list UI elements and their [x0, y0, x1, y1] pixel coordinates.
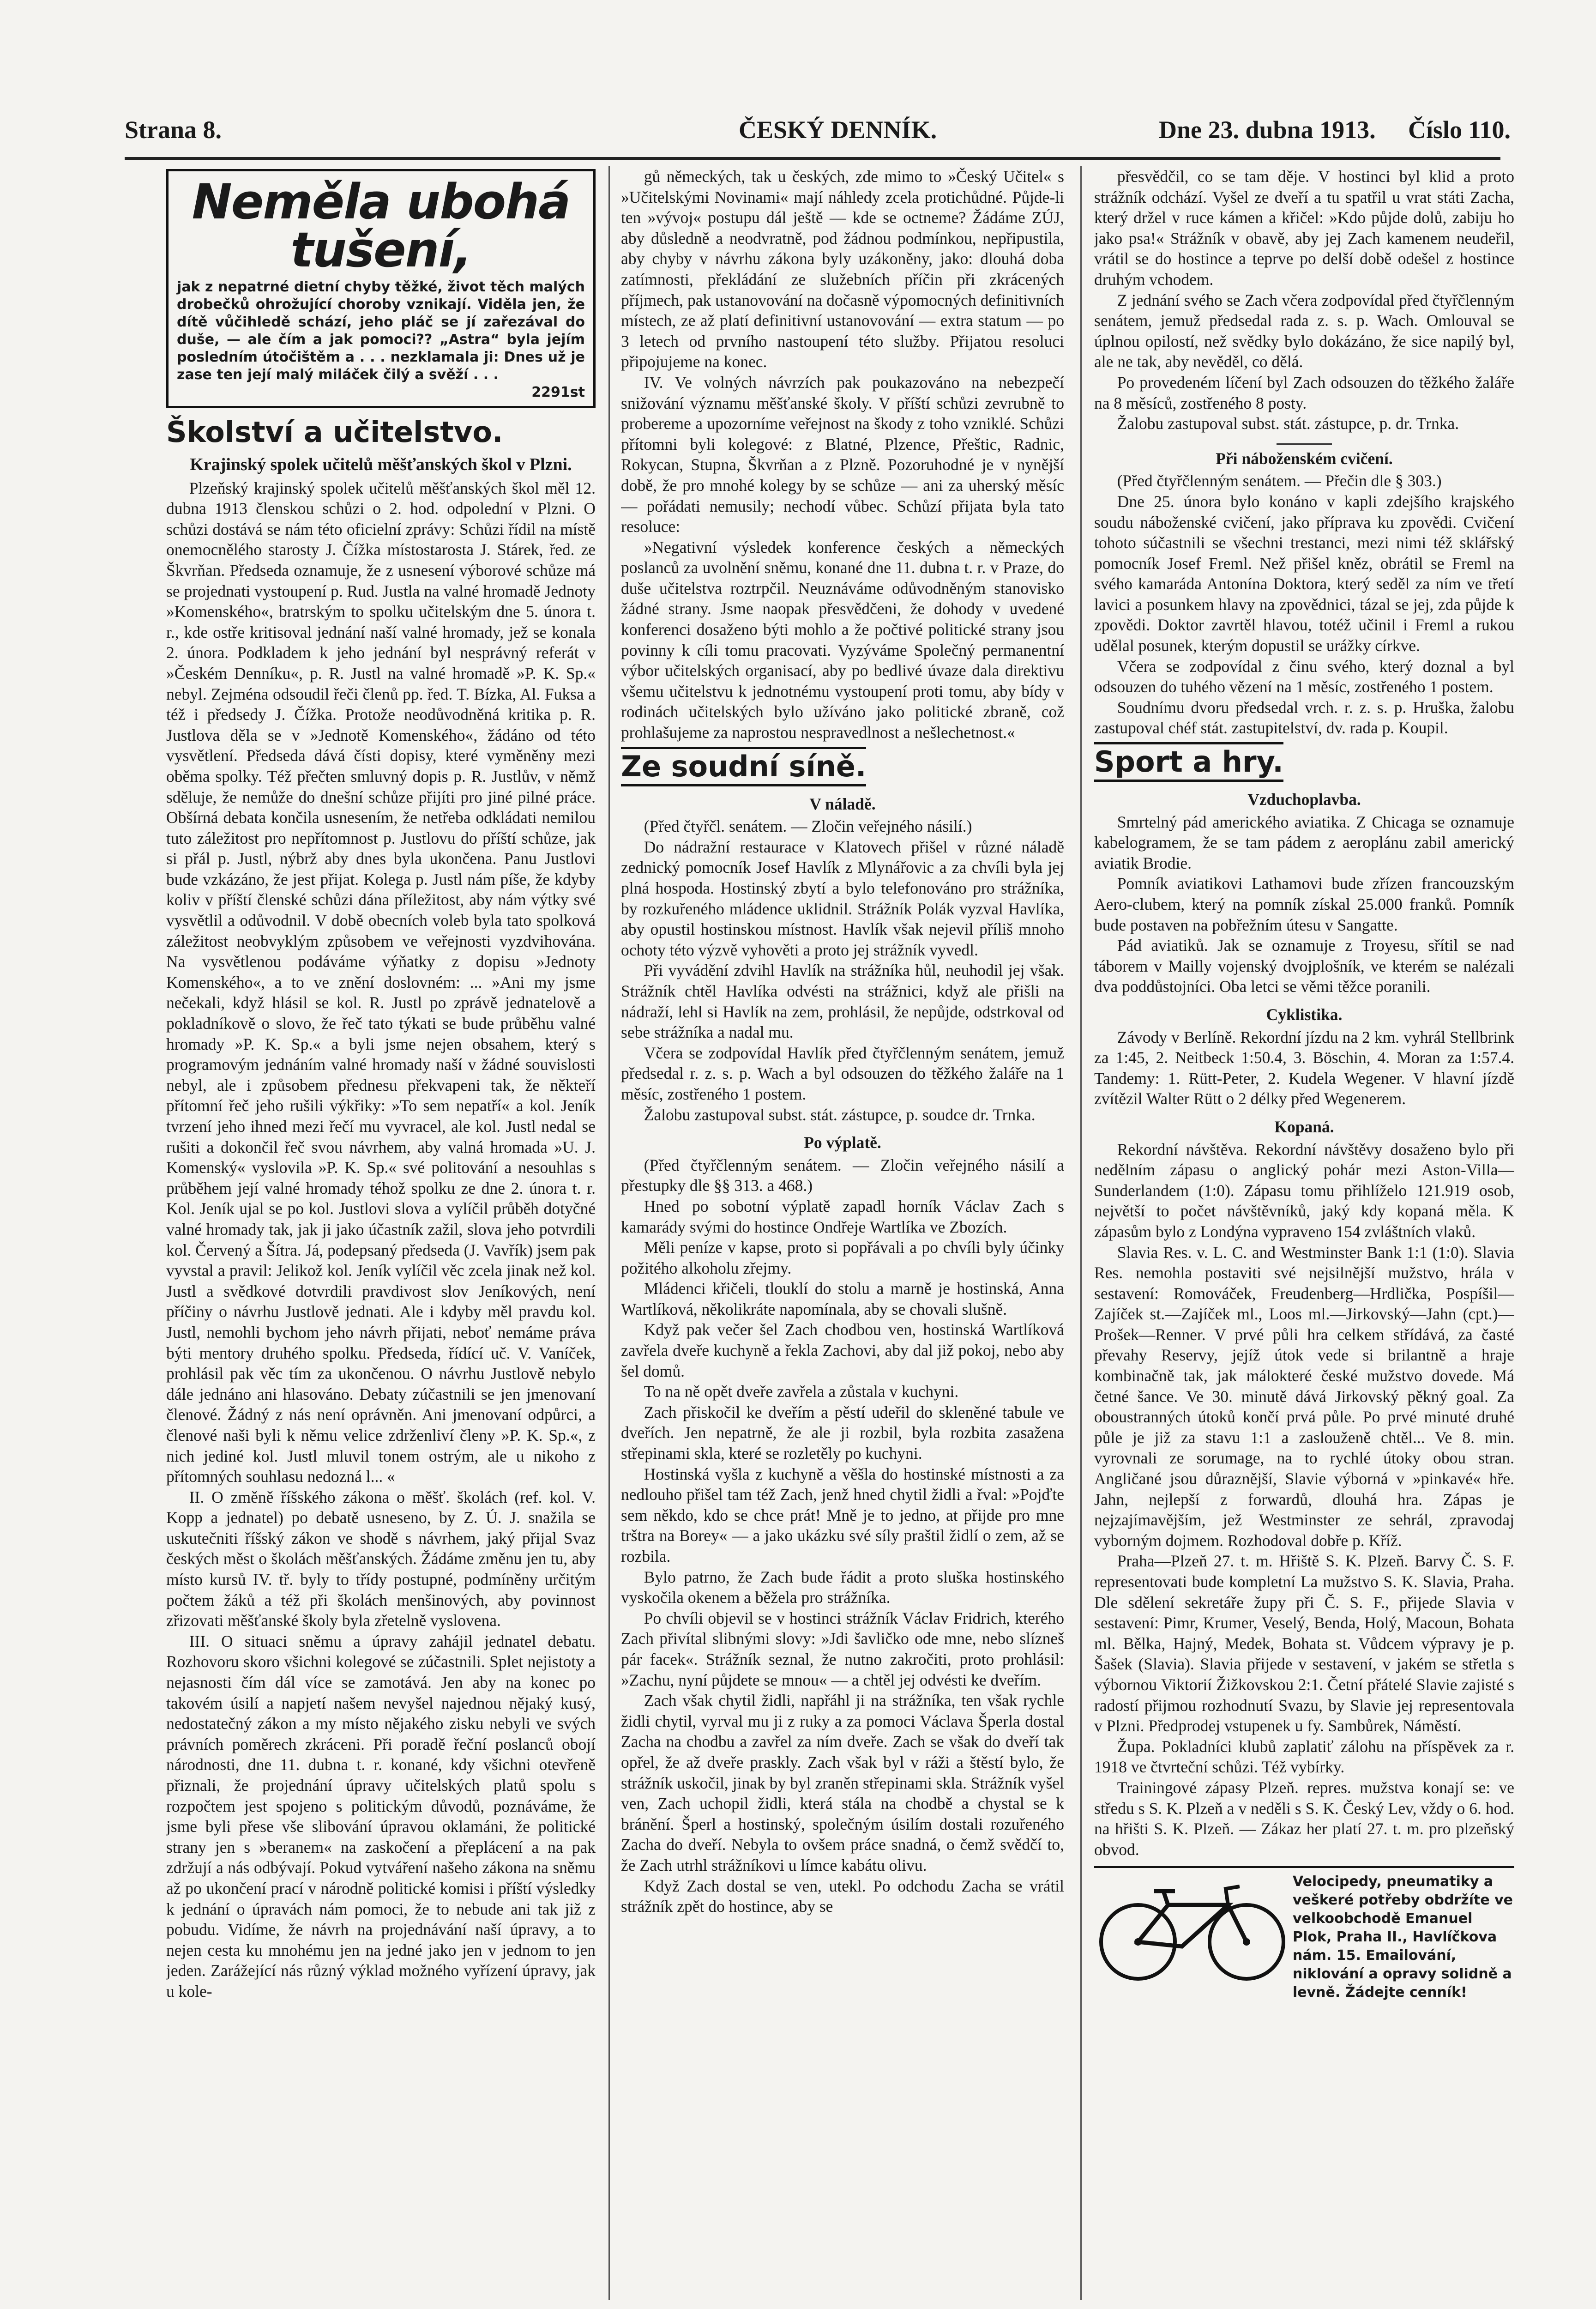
article-paragraph: Rekordní návštěva. Rekordní návštěvy dosaženo bylo při nedělním zápasu o anglický pohár mezi Aston-Villa—Sunderlandem (1:0). Zápasu tomu přihlíželo 121.919 osob, největší to počet návštěvníků, jaký kdy kopaná měla. K zápasům bylo z Londýna vypraveno 154 zvláštních vlaků.: [1094, 1140, 1514, 1241]
article-paragraph: To na ně opět dveře zavřela a zůstala v kuchyni.: [644, 1382, 959, 1401]
article-paragraph: (Před čtyřčlenným senátem. — Zločin veřejného násilí a přestupky dle §§ 313. a 468.): [621, 1155, 1064, 1195]
article-paragraph: Zach přiskočil ke dveřím a pěstí udeřil do skleněné tabule ve dveřích. Jen nepatrně, že ale ji rozbil, byla rozbita zasažena střepinami skla, které se rozletěly po kuchyni.: [621, 1402, 1064, 1463]
article-paragraph: Plzeňský krajinský spolek učitelů měšťanských škol měl 12. dubna 1913 členskou schůzi o 2. hod. odpolední v Plzni. O schůzi dostává se nám této oficielní zprávy: Schůzi řídil na místě onemocnělého starosty J. Čížka místostarosta J. Stárek, řed. ze Škvrňan. Předseda oznamuje, že z usnesení výborové schůze má se projednati vystoupení p. Rud. Justla na valné hromadě Jednoty »Komenského«, bratrským to spolku učitelským dne 5. února t. r., kde ostře kritisoval jednání naší valné hromady, jež se konala 2. února. Podkladem k jeho jednání byl nesprávný referát v »Českém Denníku«, p. R. Justl na valné hromadě »P. K. Sp.« nebyl. Zejména odsoudil řeči členů pp. řed. T. Bízka, Al. Fuksa a též i předsedy J. Čížka. Protože neodůvodněná kritika p. R. Justlova děla se v »Jednotě Komenského«, žádáno od této vysvětlení. Předseda dává čísti dopisy, které vyměněny mezi oběma spolky. Též přečten smluvný dopis p. R. Justlův, v němž sděluje, že nemůže do dnešní schůze přijíti pro jiné pilné práce. Obšírná debata končila usnesením, že netřeba odkládati nemilou tuto záležitost pro nepřítomnost p. Justlovu do příští schůze, jak si přál p. Justl, nýbrž aby dnes byla ukončena. Panu Justlovi bude vzkázáno, že jest přijat. Kolega p. Justl nám píše, že kdyby koliv v příští členské schůzi dána příležitost, aby nám výtky své vysvětlil a odůvodnil. V době obecních voleb byla tato spolková záležitost neobvyklým způsobem ve veřejnosti vyzdvihována. Na vysvětlenou podáváme výňatky z dopisu »Jednoty Komenského«, a to ve znění doslovném: ... »Ani my jsme nečekali, když hlásil se kol. R. Justl po zprávě jednatelově a pokladníkově o slovo, že řeč tato týkati se bude průběhu valné hromady »P. K. Sp.« a byli jsme nejen obsahem, který s programovým jednáním valné hromady naší v žádné souvislosti nebyl, ale i způsobem přednesu překvapeni tak, že někteří přítomní řeč jeho rušili výkřiky: »To sem nepatří« a kol. Jeník tvrzení jeho ihned mezi řečí mu vyvracel, ale kol. Justl nedal se rušiti a dokončil řeč svou návrhem, aby valná hromada »U. J. Komenský« vyslovila »P. K. Sp.« své politování a nesouhlas s průběhem její valné hromady téhož spolku ze dne 2. února t. r. Kol. Jeník ujal se po kol. Justlovi slova a vylíčil průběh dotyčné valné hromady tak, jak ji jako účastník zažil, slova jeho potvrdili kol. Červený a Šítra. Já, podepsaný předseda (J. Vavřík) jsem pak vyvstal a pravil: Jelikož kol. Jeník vylíčil věc zcela jinak než kol. Justl a svědkové dotvrdili pravdivost slov Jeníkových, není příčiny o návrhu Justlově jednati. Ale i kdyby měl pravdu kol. Justl, nemohli bychom jeho návrh přijati, neboť nemáme práva býti mentory druhého spolku. Předseda, řídící uč. V. Vaníček, prohlásil pak věc tím za ukončenou. O návrhu Justlově nebylo dále jednáno ani hlasováno. Debaty zúčastnili se jen jmenovaní členové. Žádný z nás není oprávněn. Ani jmenovaní odpůrci, a členové naši byli k němu velice zdrženliví členy »P. K. Sp.«, z nich jediné kol. Justl mluvil tonem ostrým, ale u nikoho z přítomných souhlasu nedozná l... «: [166, 478, 596, 1486]
section-heading: Ze soudní síně.: [621, 747, 866, 786]
article-paragraph: Po chvíli objevil se v hostinci strážník Václav Fridrich, kterého Zach přivítal slibnými slovy: »Jdi šavličko ode mne, nebo slízneš pár facek«. Strážník seznal, že nutno zakročiti, proto prohlásil: »Zachu, nyní půjdete se mnou« — a chtěl jej odvésti ke dveřím.: [621, 1608, 1064, 1689]
article-paragraph: Měli peníze v kapse, proto si popřávali a po chvíli byly účinky požitého alkoholu zřejmy.: [621, 1238, 1064, 1277]
article-paragraph: II. O změně říšského zákona o měšť. školách (ref. kol. V. Kopp a jednatel) po debatě usneseno, by Z. Ú. J. snažila se uskutečniti říšský zákon ve shodě s návrhem, jaký přijal Svaz českých měst o školách měšťanských. Žádáme změnu jen tu, aby místo kursů IV. tř. byly to třídy postupné, podmíněny určitým počtem žáků a též při školách menšinových, aby povinnost zřizovati měšťanské školy byla zřetelně vyslovena.: [166, 1487, 596, 1630]
issue-date: Dne 23. dubna 1913.: [1159, 116, 1376, 144]
article-paragraph: Do nádražní restaurace v Klatovech přišel v různé náladě zednický pomocník Josef Havlík z Mlynářovic a za chvíli byla jej plná hospoda. Hostinský zbytí a bylo telefonováno pro strážníka, by rozkuřeného mládence uklidnil. Strážník Polák vyzval Havlíka, aby opustil hostinskou místnost. Havlík však nejevil příliš mnoho ochoty této výzvě vyhověti a proto jej strážník vyvedl.: [621, 837, 1064, 959]
sport-subheading: Kopaná.: [1274, 1117, 1334, 1136]
ad-title: Neměla ubohá tušení,: [192, 174, 570, 278]
article-paragraph: Bylo patrno, že Zach bude řádit a proto sluška hostinského vyskočila okenem a běžela pro strážníka.: [621, 1567, 1064, 1607]
article-paragraph: Když pak večer šel Zach chodbou ven, hostinská Wartlíková zavřela dveře kuchyně a řekla Zachovi, aby dal již pokoj, nebo aby šel domů.: [621, 1320, 1064, 1380]
article-paragraph: Soudnímu dvoru předsedal vrch. r. z. s. p. Hruška, žalobu zastupoval chéf stát. zastupitelství, dv. rada p. Koupil.: [1094, 698, 1514, 737]
ad-body: jak z nepatrné dietní chyby těžké, život těch malých drobečků ohrožující choroby vznikají. Viděla jen, že dítě vůčihledě schází, jeho pláč se jí zařezával do duše, — ale čím a jak pomoci?? „Astra“ byla jejím posledním útočištěm a . . . nezklamala ji: Dnes už je zase ten její malý miláček čilý a svěží . . .: [177, 279, 585, 383]
article-paragraph: Hostinská vyšla z kuchyně a věšla do hostinské místnosti a za nedlouho přišel tam též Zach, jenž hned chytil židli a řval: »Pojďte sem někdo, kdo se chce prát! Mně je to jedno, at přijde pro mne trštra na Borey« — a jako ukázku své síly praštil židlí o zem, až se rozbila.: [621, 1464, 1064, 1566]
article-paragraph: Mládenci křičeli, tlouklí do stolu a marně je hostinská, Anna Wartlíková, několikráte napomínala, aby se chovali slušně.: [621, 1279, 1064, 1318]
article-paragraph: Slavia Res. v. L. C. and Westminster Bank 1:1 (1:0). Slavia Res. nemohla postaviti své nejsilnější mužstvo, hrála v sestavení: Romováček, Freudenberg—Hrdlička, Pospíšil—Zajíček st.—Zajíček ml., Loos ml.—Jirkovský—Jahn (cpt.)—Prošek—Renner. V prvé půli hra celkem střídává, za časté převahy Reservy, jejíž útok vede si brilantně a hraje kombinačně tak, jak málokteré české mužstvo dovede. Má četné šance. Ve 30. minutě dává Jirkovský pěkný goal. Za oboustranných útoků končí prvá půle. Po prvé minuté druhé půle je již za stavu 1:1 a zaslouženě chtěl... Ve 8. min. vyrovnali ze sorumage, na to rychlé útoky obou stran. Angličané jsou důraznější, Slavie výborná v »pinkavé« hře. Jahn, nejlepší z forwardů, dlouhá hra. Zápas je nejzajímavějším, jež Westminster ze sehrál, zpravodaj vyborným dojmem. Rozhodoval dobře p. Kříž.: [1094, 1243, 1514, 1550]
article-paragraph: Smrtelný pád amerického aviatika. Z Chicaga se oznamuje kabelogramem, že se tam pádem z aeroplánu zabil americký aviatik Brodie.: [1094, 812, 1514, 872]
page-number: Strana 8.: [125, 116, 222, 144]
article-paragraph: Včera se zodpovídal z činu svého, který doznal a byl odsouzen do tuhého vězení na 1 měsíc, zostřeného 1 postem.: [1094, 657, 1514, 696]
article-paragraph: přesvědčil, co se tam děje. V hostinci byl klid a proto strážník odchází. Vyšel ze dveří a tu spatřil u vrat státi Zacha, který držel v ruce kámen a křičel: »Kdo půjde dolů, zabiju ho jako psa!« Strážník v obavě, aby jej Zach kamenem neudeřil, vrátil se do hostince a teprve po delší době odešel z hostince druhým vchodem.: [1094, 167, 1514, 289]
article-paragraph: Dne 25. února bylo konáno v kapli zdejšího krajského soudu náboženské cvičení, jako příprava ku zpovědi. Cvičení tohoto súčastnili se všechni trestanci, mezi nimi též sklářský pomocník Josef Freml. Než přišel kněz, obrátil se Freml na svého kamaráda Antonína Doktora, který seděl za ním ve třetí lavici a posunkem hlavy na zpovědnici, tázal se jej, zda půjde k zpovědi. Doktor zavrtěl hlavou, totéž učinil i Freml a rukou udělal posunek, kterým dopustil se urážky církve.: [1094, 492, 1514, 655]
article-paragraph: Závody v Berlíně. Rekordní jízdu na 2 km. vyhrál Stellbrink za 1:45, 2. Neitbeck 1:50.4, 3. Böschin, 4. Moran za 1:57.4. Tandemy: 1. Rütt-Peter, 2. Kudela Wegener. V hlavní jízdě zvítězil Walter Rütt o 2 délky před Wegenerem.: [1094, 1028, 1514, 1108]
page-header: [125, 115, 1511, 152]
article-paragraph: Pád aviatiků. Jak se oznamuje z Troyesu, sřítil se nad táborem v Mailly vojenský dvojplošník, ve kterém se nalézali dva poddůstojníci. Oba letci se věmi těžce poranili.: [1094, 936, 1514, 996]
bike-ad-text: Velocipedy, pneumatiky a veškeré potřeby obdržíte ve velkoobchodě Emanuel Plok, Praha II., Havlíčkova nám. 15. Emailování, niklování a opravy solidně a levně. Žádejte cenník!: [1293, 1874, 1513, 2001]
sport-subheading: Vzduchoplavba.: [1247, 790, 1361, 809]
ad-code: 2291st: [531, 384, 585, 400]
header-rule: [125, 157, 1500, 160]
velocipede-advertisement: [1094, 1866, 1514, 2002]
newspaper-title: ČESKÝ DENNÍK.: [739, 116, 937, 144]
article-paragraph: (Před čtyřčl. senátem. — Zločin veřejného násilí.): [644, 817, 972, 836]
section-heading: Sport a hry.: [1094, 742, 1283, 782]
article-paragraph: Z jednání svého se Zach včera zodpovídal před čtyřčlenným senátem, jemuž předsedal rada z. s. p. Wach. Omlouval se úplnou opilostí, než svědky bylo dokázáno, že sice napilý byl, ale ne tak, aby nevěděl, co dělá.: [1094, 290, 1514, 371]
article-paragraph: Když Zach dostal se ven, utekl. Po odchodu Zacha se vrátil strážník zpět do hostince, aby se: [621, 1876, 1064, 1916]
column-right: [1094, 166, 1514, 2300]
article-paragraph: »Negativní výsledek konference českých a německých poslanců za uvolnění sněmu, konané dne 11. dubna t. r. v Praze, do duše učitelstva roztrpčil. Neuznáváme odůvodněným stanovisko žádné strany. Jsme naopak přesvědčeni, že dohody v uvedené konferenci dosaženo býti mohlo a že počtivé politické strany jsou povinny k cíli tomu pracovati. Vyzýváme Společný permanentní výbor učitelských organisací, aby po bedlivé úvaze dala direktivu všemu učitelstvu k jednotnému vystoupení proti tomu, aby bídy v rodinách učitelských bylo užíváno jako politické zbraně, což prohlašujeme za naprostou nespravedlnost a nešlechetnost.«: [621, 538, 1064, 742]
column-middle: [621, 166, 1064, 2300]
column-rule: [608, 166, 610, 2300]
column-left: [166, 166, 596, 2300]
issue-number: Číslo 110.: [1408, 116, 1511, 144]
article-paragraph: Hned po sobotní výplatě zapadl horník Václav Zach s kamarády svými do hostince Ondřeje Wartlíka ve Zbozích.: [621, 1197, 1064, 1236]
article-title: Po výplatě.: [804, 1133, 881, 1152]
article-paragraph: Včera se zodpovídal Havlík před čtyřčlenným senátem, jemuž předsedal r. z. s. p. Wach a byl odsouzen do těžkého žaláře na 1 měsíc, zostřeného 1 postem.: [621, 1043, 1064, 1103]
article-title: Krajinský spolek učitelů měšťanských škol v Plzni.: [190, 455, 572, 474]
article-paragraph: III. O situaci sněmu a úpravy zahájil jednatel debatu. Rozhovoru skoro všichni kolegové se zúčastnili. Splet nejistoty a nejasnosti čím dál více se zamotává. Jen aby na konec po takovém úsilí a napjetí našem nevyšel najednou nějaký kusý, nedostatečný zákon a my místo nějakého zisku nebyli ve svých právních poměrech zkráceni. Při poradě řeční poslanců obojí národnosti, dne 11. dubna t. r. konané, kdy všichni otevřeně přiznali, že projednání úpravy učitelských platů spolu s rozpočtem jest spojeno s politickým důvodů, poznáváme, že jsme byli přese vše slibování úpravou oklamáni, že politické strany jen s »beranem« na zaskočení a přeplácení a na pak zdržují a nás odbývají. Pokud vytváření našeho zákona na sněmu až po ukončení prací v národně politické komisi i příští výsledky k jednání o úpravách nám pomoci, že to nebude ani tak již z pobudu. Vidíme, že návrh na projednávání naší úpravy, a to nejen cesta ku mnohému jen na jedné jako jen v jednom to jen jeden. Zarážející nás různý výklad možného vyřízení úpravy, jak u kole-: [166, 1632, 596, 2001]
article-paragraph: Župa. Pokladníci klubů zaplatiť zálohu na příspěvek za r. 1918 ve čtvrteční schůzi. Též vybírky.: [1094, 1737, 1514, 1777]
section-heading: Školství a učitelstvo.: [166, 415, 503, 449]
astra-advertisement: [166, 169, 596, 408]
article-title: Při náboženském cvičení.: [1216, 449, 1393, 468]
article-paragraph: Pomník aviatikovi Lathamovi bude zřízen francouzským Aero-clubem, který na pomník získal 25.000 franků. Pomník bude postaven na pobřežním útesu v Sangatte.: [1094, 874, 1514, 934]
article-paragraph: Zach však chytil židli, napřáhl ji na strážníka, ten však rychle židli chytil, vyrval mu ji z ruky a za pomoci Václava Šperla dostal Zacha na chodbu a zavřel za ním dveře. Zach se však do dveří tak opřel, že až dveře praskly. Zach však byl v ráži a štěstí bylo, že strážník uskočil, jinak by byl zraněn střepinami skla. Strážník vyšel ven, Zach uchopil židli, která stála na chodbě a chystal se k bránění. Šperl a hostinský, společným úsilím dostali rozuřeného Zacha do dveří. Nebyla to ovšem práce snadná, o čemž svědčí to, že Zach utrhl strážníkovi u límce kabátu olivu.: [621, 1691, 1064, 1874]
article-paragraph: Při vyvádění zdvihl Havlík na strážníka hůl, neuhodil jej však. Strážník chtěl Havlíka odvésti na strážnici, když ale přišli na nádraží, lehl si Havlík na zem, prohlásil, že nepůjde, odstrkoval od sebe strážníka a nadal mu.: [621, 961, 1064, 1042]
article-paragraph: Po provedeném líčení byl Zach odsouzen do těžkého žaláře na 8 měsíců, zostřeného 8 posty.: [1094, 373, 1514, 412]
article-paragraph: Praha—Plzeň 27. t. m. Hřiště S. K. Plzeň. Barvy Č. S. F. representovati bude kompletní La mužstvo S. K. Slavia, Praha. Dle sdělení sekretáře župy při Č. S. F., přijede Slavia v sestavení: Pimr, Krumer, Veselý, Benda, Holý, Macoun, Bohata ml. Bělka, Hajný, Medek, Bohata st. Vůdcem výpravy je p. Šašek (Slavia). Slavia přijede v sestavení, v jakém se střetla s výbornou Viktorií Žižkovskou 2:1. Četní přátelé Slavie zajisté s radostí přijmou rozhodnutí Svazu, by Slavie jej representovala v Plzni. Předprodej vstupenek u fy. Sambůrek, Náměstí.: [1094, 1552, 1514, 1735]
article-paragraph: Žalobu zastupoval subst. stát. zástupce, p. soudce dr. Trnka.: [644, 1105, 1036, 1124]
article-paragraph: (Před čtyřčlenným senátem. — Přečin dle § 303.): [1117, 471, 1442, 490]
column-rule: [1080, 166, 1082, 2300]
article-paragraph: IV. Ve volných návrzích pak poukazováno na nebezpečí snižování významu měšťanské školy. V příští schůzi zevrubně to probereme a upozorníme veřejnost na škody z toho vzniklé. Schůzi přítomni byli kolegové: z Blatné, Plzence, Přeštic, Radnic, Rokycan, Stupna, Škvrňan a z Plzně. Pozoruhodné je v nynější době, že pro mnohé kolegy by se schůze — ani za uherský měsíc — pořádati nemusily; nechodí vůbec. Schůzí přijata byla tato resoluce:: [621, 373, 1064, 536]
article-paragraph: Žalobu zastupoval subst. stát. zástupce, p. dr. Trnka.: [1117, 414, 1459, 433]
article-title: V náladě.: [809, 794, 876, 813]
short-rule: [1277, 443, 1332, 445]
article-paragraph: gů německých, tak u českých, zde mimo to »Český Učitel« s »Učitelskými Novinami« mají náhledy zcela protichůdné. Půjde-li ten »vývoj« postupu dál ještě — kde se octneme? Žádáme ZÚJ, aby důsledně a neodvratně, pod žádnou podmínkou, nepřipustila, aby chyby v návrhu zákona byly uzákoněny, jako: dlouhá doba zatímnosti, překládání ze služebních příčin při zkrácených příjmech, pak ustanovování na dočasně výpomocných definitivních místech, ze až platí definitivní ustanovování — extra statum — po 3 letech od prvního nastoupení této služby. Přijatou resoluci připojujeme na konec.: [621, 167, 1064, 371]
article-paragraph: Trainingové zápasy Plzeň. repres. mužstva konají se: ve středu s S. K. Plzeň a v neděli s S. K. Český Lev, vždy o 6. hod. na hřišti S. K. Plzeň. — Zákaz her platí 27. t. m. pro plzeňský obvod.: [1094, 1778, 1514, 1859]
sport-subheading: Cyklistika.: [1266, 1005, 1343, 1024]
bicycle-icon: [1094, 1873, 1293, 1983]
